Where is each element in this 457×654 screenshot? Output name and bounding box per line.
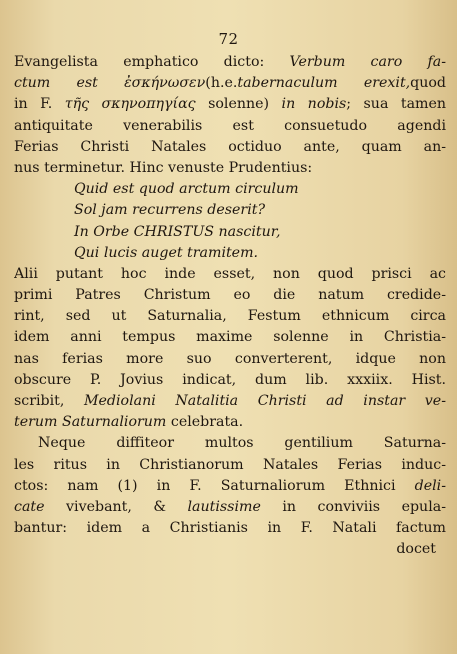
text-line <box>14 412 446 433</box>
italic-text: in nobis <box>281 96 347 113</box>
text-line <box>14 497 446 518</box>
text-run: rint, sed ut Saturnalia, Festum ethnicum circa <box>14 308 446 325</box>
text-line <box>14 179 446 200</box>
italic-text: deli- <box>414 477 446 494</box>
text-line <box>14 94 446 115</box>
text-line <box>14 264 446 285</box>
text-run: quod <box>410 75 446 92</box>
text-run: ; sua tamen <box>346 96 446 113</box>
text-run: solenne) <box>195 96 282 113</box>
text-line <box>14 73 446 94</box>
text-run: Evangelista emphatico dicto: <box>14 54 290 70</box>
text-run: primi Patres Christum eo die natum credide- <box>14 287 446 304</box>
italic-text: τῆς σκηνοπηγίας <box>64 96 196 113</box>
italic-text: terum Saturnaliorum <box>14 414 167 431</box>
text-run: antiquitate venerabilis est consuetudo agendi <box>14 117 446 134</box>
text-run: Neque diffiteor multos gentilium Saturna- <box>38 435 446 452</box>
text-line <box>14 285 446 306</box>
text-line <box>14 518 446 539</box>
text-run: les ritus in Christianorum Natales Ferias induc- <box>14 456 446 473</box>
text-line <box>14 52 446 73</box>
text-run: vivebant, & <box>44 498 188 515</box>
text-run: (h.e. <box>205 75 238 92</box>
page-number: 72 <box>218 30 239 48</box>
text-run: celebrata. <box>166 414 244 431</box>
text-run: docet <box>396 541 436 558</box>
text-run: bantur: idem a Christianis in F. Natali factum <box>14 520 446 537</box>
text-line <box>14 222 446 243</box>
text-run: scribit, <box>14 393 84 409</box>
italic-text: Mediolani Natalitia Christi ad instar ve- <box>83 393 446 409</box>
text-line <box>14 243 446 264</box>
italic-text: ctum est ἐσκήνωσεν <box>14 75 206 92</box>
text-run: nas ferias more suo converterent, idque non <box>14 350 446 367</box>
text-run: ctos: nam (1) in F. Saturnaliorum Ethnici <box>14 477 415 494</box>
text-line <box>14 200 446 221</box>
italic-text: In Orbe CHRISTUS nascitur, <box>74 223 281 240</box>
text-run: Ferias Christi Natales octiduo ante, quam an- <box>14 138 446 155</box>
italic-text: tabernaculum erexit, <box>237 75 411 92</box>
italic-text: Qui lucis auget tramitem. <box>74 244 259 261</box>
text-line <box>14 158 446 179</box>
text-run: Alii putant hoc inde esset, non quod prisci ac <box>14 265 446 282</box>
text-line <box>14 116 446 137</box>
text-line <box>14 327 446 348</box>
text-line <box>14 306 446 327</box>
text-line <box>14 433 446 454</box>
text-run: obscure P. Jovius indicat, dum lib. xxxiix. Hist. <box>14 371 446 388</box>
page-text <box>14 52 446 561</box>
italic-text: lautissime <box>187 498 261 515</box>
text-line <box>14 349 446 370</box>
italic-text: cate <box>14 498 45 515</box>
text-run: in F. <box>14 96 65 113</box>
text-line <box>14 455 446 476</box>
text-line <box>14 391 446 412</box>
italic-text: Sol jam recurrens deserit? <box>74 202 266 219</box>
text-line <box>14 539 446 560</box>
text-run: idem anni tempus maxime solenne in Christia- <box>14 329 446 346</box>
text-run: nus terminetur. Hinc venuste Prudentius: <box>14 159 313 176</box>
text-line <box>14 370 446 391</box>
italic-text: Quid est quod arctum circulum <box>74 181 299 198</box>
text-line <box>14 476 446 497</box>
text-line <box>14 137 446 158</box>
italic-text: Verbum caro fa- <box>289 54 446 70</box>
text-run: in conviviis epula- <box>260 498 446 515</box>
